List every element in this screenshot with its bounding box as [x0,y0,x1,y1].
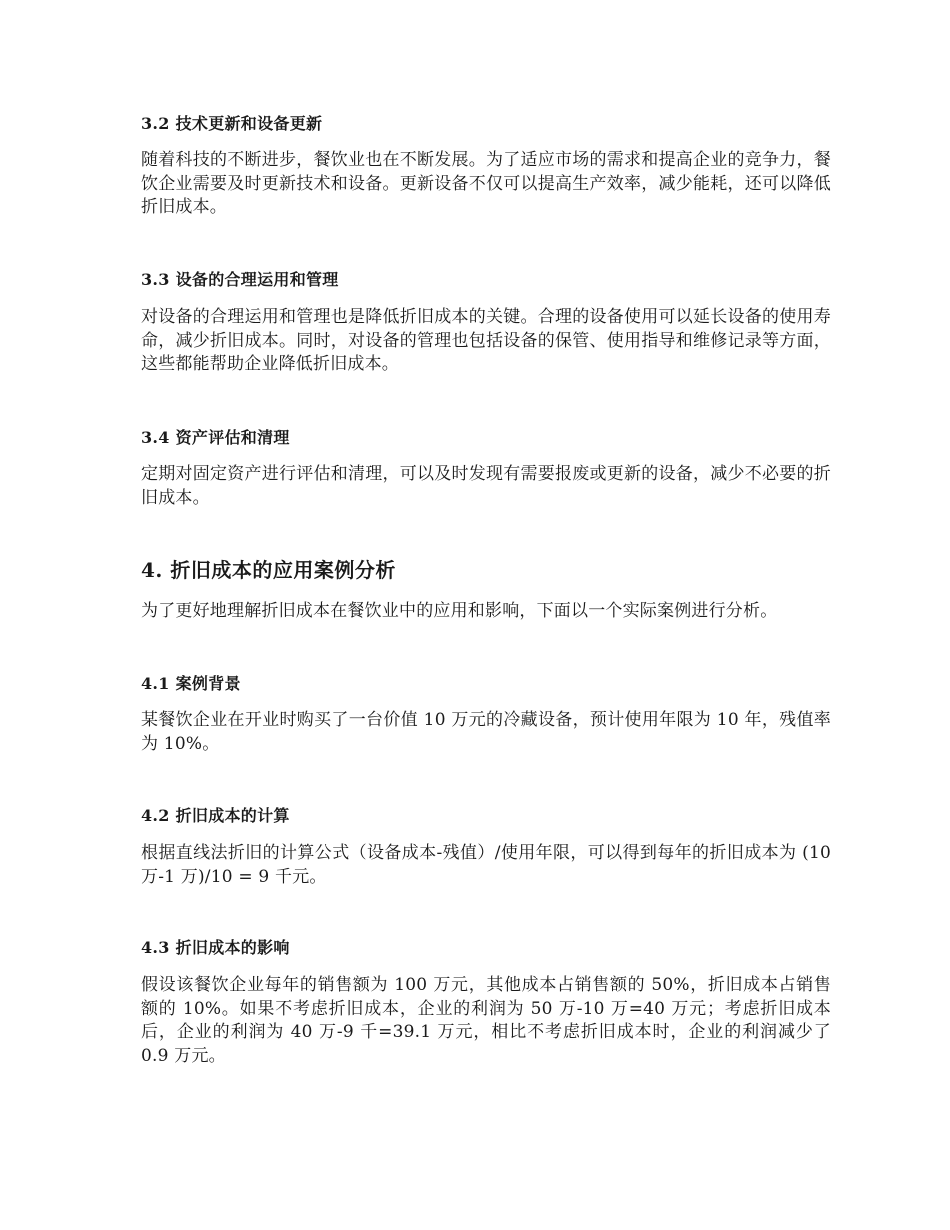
paragraph-3-4: 定期对固定资产进行评估和清理，可以及时发现有需要报废或更新的设备，减少不必要的折旧成本。 [141,464,831,508]
paragraph-4-2: 根据直线法折旧的计算公式（设备成本-残值）/使用年限，可以得到每年的折旧成本为 (10 万-1 万)/10 = 9 千元。 [141,843,831,887]
section-heading-3-4: 3.4 资产评估和清理 [141,428,290,447]
paragraph-3-2: 随着科技的不断进步，餐饮业也在不断发展。为了适应市场的需求和提高企业的竞争力，餐饮企业需要及时更新技术和设备。更新设备不仅可以提高生产效率，减少能耗，还可以降低折旧成本。 [141,150,831,217]
paragraph-4: 为了更好地理解折旧成本在餐饮业中的应用和影响，下面以一个实际案例进行分析。 [141,601,778,621]
section-heading-4: 4. 折旧成本的应用案例分析 [141,558,396,582]
section-heading-3-3: 3.3 设备的合理运用和管理 [141,270,339,289]
section-heading-4-2: 4.2 折旧成本的计算 [141,806,290,825]
section-heading-3-2: 3.2 技术更新和设备更新 [141,114,323,133]
paragraph-3-3: 对设备的合理运用和管理也是降低折旧成本的关键。合理的设备使用可以延长设备的使用寿命，减少折旧成本。同时，对设备的管理也包括设备的保管、使用指导和维修记录等方面，这些都能帮助企业降低折旧成本。 [141,307,831,374]
paragraph-4-1: 某餐饮企业在开业时购买了一台价值 10 万元的冷藏设备，预计使用年限为 10 年，残值率为 10%。 [141,710,831,754]
section-heading-4-1: 4.1 案例背景 [141,674,241,693]
paragraph-4-3: 假设该餐饮企业每年的销售额为 100 万元，其他成本占销售额的 50%，折旧成本占销售额的 10%。如果不考虑折旧成本，企业的利润为 50 万-10 万=40 万元；考虑折旧成本后，企业的利润为 40 万-9 千=39.1 万元，相比不考虑折旧成本时，企业的利润减少了 0.9 万元。 [141,975,831,1066]
section-heading-4-3: 4.3 折旧成本的影响 [141,938,290,957]
